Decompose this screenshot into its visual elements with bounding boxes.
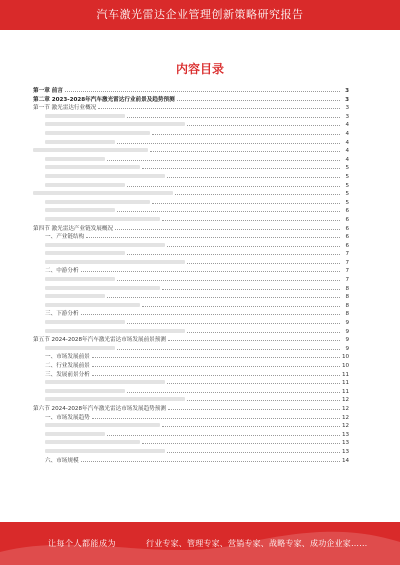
footer-roles: 行业专家、管理专家、营销专家、战略专家、成功企业家…… (146, 539, 368, 548)
toc-entry-text (45, 294, 105, 298)
toc-dot-leader (86, 232, 340, 238)
toc-dot-leader (98, 103, 340, 109)
toc-page-number: 13 (342, 448, 349, 455)
toc-page-number: 9 (345, 328, 349, 335)
toc-dot-leader (167, 378, 340, 384)
table-of-contents (33, 86, 349, 506)
toc-page-number: 9 (345, 320, 349, 327)
toc-item[interactable] (33, 447, 349, 456)
toc-section[interactable] (33, 335, 349, 344)
toc-item[interactable] (33, 361, 349, 370)
toc-dot-leader (92, 352, 340, 358)
toc-dot-leader (152, 198, 340, 204)
toc-dot-leader (167, 447, 340, 453)
footer-banner (0, 522, 400, 565)
toc-dot-leader (127, 249, 340, 255)
toc-item[interactable] (33, 318, 349, 327)
toc-page-number: 7 (345, 277, 349, 284)
toc-item[interactable] (33, 378, 349, 387)
toc-dot-leader (92, 413, 340, 419)
toc-dot-leader (187, 258, 340, 264)
toc-page-number: 5 (345, 165, 349, 172)
toc-dot-leader (65, 86, 340, 92)
toc-entry-text (45, 346, 115, 350)
toc-item[interactable] (33, 163, 349, 172)
toc-page-number: 5 (345, 199, 349, 206)
toc-item[interactable] (33, 430, 349, 439)
toc-entry-text (45, 157, 105, 161)
toc-page-number: 3 (345, 105, 349, 112)
toc-page-number: 3 (345, 96, 349, 103)
toc-dot-leader (127, 318, 340, 324)
toc-page-number: 8 (345, 302, 349, 309)
toc-entry-text: 三、发展前景分析 (45, 371, 90, 378)
toc-entry-text (45, 140, 115, 144)
toc-entry-text: 一、市场发展趋势 (45, 414, 90, 421)
toc-entry-text: 第六节 2024-2028年汽车激光雷达市场发展趋势预测 (33, 405, 166, 412)
toc-item[interactable] (33, 129, 349, 138)
toc-entry-text (45, 286, 160, 290)
toc-dot-leader (168, 335, 340, 341)
toc-item[interactable] (33, 421, 349, 430)
toc-dot-leader (107, 430, 340, 436)
toc-entry-text (45, 397, 185, 401)
toc-entry-text: 三、下游分析 (45, 311, 79, 318)
toc-page-number: 10 (342, 354, 349, 361)
toc-page-number: 6 (345, 242, 349, 249)
toc-page-number: 3 (345, 88, 349, 94)
toc-page-number: 7 (345, 251, 349, 258)
toc-item[interactable] (33, 438, 349, 447)
toc-entry-text (33, 148, 148, 152)
toc-entry-text: 第二章 2023-2028年汽车激光雷达行业前景及趋势预测 (33, 96, 175, 103)
toc-item[interactable] (33, 120, 349, 129)
toc-page-number: 12 (342, 414, 349, 421)
toc-item[interactable] (33, 266, 349, 275)
toc-dot-leader (117, 138, 340, 144)
toc-section[interactable] (33, 146, 349, 155)
toc-entry-text (45, 131, 150, 135)
toc-dot-leader (187, 327, 340, 333)
toc-entry-text: 二、中游分析 (45, 268, 79, 275)
toc-dot-leader (107, 155, 340, 161)
toc-dot-leader (177, 95, 340, 101)
toc-entry-text (33, 191, 173, 195)
toc-dot-leader (92, 370, 340, 376)
toc-page-number: 13 (342, 431, 349, 438)
toc-page-number: 6 (345, 208, 349, 215)
toc-section[interactable] (33, 404, 349, 413)
toc-entry-text (45, 320, 125, 324)
toc-item[interactable] (33, 456, 349, 465)
toc-page-number: 6 (345, 225, 349, 232)
toc-dot-leader (142, 438, 340, 444)
report-header-bar (0, 0, 400, 30)
toc-item[interactable] (33, 344, 349, 353)
toc-item[interactable] (33, 172, 349, 181)
toc-item[interactable] (33, 309, 349, 318)
toc-item[interactable] (33, 249, 349, 258)
toc-dot-leader (167, 172, 340, 178)
toc-entry-text (45, 423, 160, 427)
toc-page-number: 4 (345, 156, 349, 163)
toc-entry-text (45, 449, 165, 453)
toc-dot-leader (117, 275, 340, 281)
toc-item[interactable] (33, 275, 349, 284)
toc-item[interactable] (33, 301, 349, 310)
toc-dot-leader (152, 129, 340, 135)
toc-item[interactable] (33, 181, 349, 190)
toc-item[interactable] (33, 112, 349, 121)
toc-page-number: 3 (345, 113, 349, 120)
toc-page-number: 4 (345, 148, 349, 155)
toc-page-number: 7 (345, 259, 349, 266)
toc-dot-leader (92, 361, 340, 367)
toc-page-number: 6 (345, 216, 349, 223)
toc-page-number: 11 (342, 388, 349, 395)
toc-page-number: 8 (345, 311, 349, 318)
toc-item[interactable] (33, 327, 349, 336)
toc-dot-leader (175, 189, 340, 195)
toc-dot-leader (142, 163, 340, 169)
toc-page-number: 9 (345, 345, 349, 352)
toc-dot-leader (127, 387, 340, 393)
toc-entry-text: 一、产业链结构 (45, 234, 85, 241)
toc-page-number: 13 (342, 440, 349, 447)
toc-dot-leader (81, 309, 340, 315)
toc-item[interactable] (33, 215, 349, 224)
toc-section[interactable] (33, 103, 349, 112)
toc-page-number: 6 (345, 234, 349, 241)
toc-dot-leader (187, 120, 340, 126)
toc-dot-leader (115, 224, 340, 230)
toc-page-number: 12 (342, 397, 349, 404)
toc-chapter[interactable] (33, 86, 349, 95)
toc-entry-text (45, 243, 165, 247)
toc-page-number: 9 (345, 337, 349, 344)
toc-item[interactable] (33, 370, 349, 379)
toc-dot-leader (142, 301, 340, 307)
toc-entry-text: 第五节 2024-2028年汽车激光雷达市场发展前景预测 (33, 337, 166, 344)
toc-page-number: 10 (342, 363, 349, 369)
toc-page-number: 4 (345, 130, 349, 137)
toc-entry-text (45, 260, 185, 264)
toc-entry-text (45, 440, 140, 444)
toc-entry-text (45, 208, 115, 212)
toc-item[interactable] (33, 138, 349, 147)
toc-entry-text: 第一章 前言 (33, 88, 63, 94)
toc-page-number: 4 (345, 139, 349, 146)
toc-dot-leader (127, 112, 340, 118)
toc-page-number: 5 (345, 182, 349, 189)
toc-dot-leader (187, 395, 340, 401)
toc-entry-text (45, 174, 165, 178)
toc-dot-leader (162, 215, 340, 221)
toc-entry-text (45, 389, 125, 393)
toc-entry-text: 第一节 激光雷达行业概况 (33, 105, 97, 112)
toc-entry-text: 二、行业发展前景 (45, 363, 90, 369)
toc-item[interactable] (33, 284, 349, 293)
toc-dot-leader (117, 206, 340, 212)
toc-item[interactable] (33, 395, 349, 404)
toc-entry-text (45, 183, 125, 187)
toc-page-number: 11 (342, 371, 349, 378)
toc-item[interactable] (33, 413, 349, 422)
toc-item[interactable] (33, 198, 349, 207)
report-title: 汽车激光雷达企业管理创新策略研究报告 (96, 8, 304, 21)
toc-entry-text (45, 251, 125, 255)
toc-entry-text (45, 432, 105, 436)
toc-page-number: 11 (342, 380, 349, 387)
toc-dot-leader (167, 241, 340, 247)
toc-chapter[interactable] (33, 95, 349, 104)
toc-page-number: 8 (345, 294, 349, 301)
toc-entry-text (45, 380, 165, 384)
toc-page-number: 12 (342, 405, 349, 412)
toc-entry-text (45, 122, 185, 126)
toc-entry-text: 一、市场发展前景 (45, 354, 90, 361)
toc-page-number: 12 (342, 423, 349, 430)
toc-heading: 内容目录 (175, 62, 224, 76)
toc-entry-text (45, 217, 160, 221)
toc-dot-leader (162, 284, 340, 290)
toc-item[interactable] (33, 352, 349, 361)
toc-entry-text: 六、市场规模 (45, 457, 79, 464)
toc-page-number: 4 (345, 122, 349, 129)
toc-section[interactable] (33, 224, 349, 233)
toc-dot-leader (127, 181, 340, 187)
toc-page-number: 5 (345, 191, 349, 198)
toc-item[interactable] (33, 387, 349, 396)
toc-dot-leader (168, 404, 340, 410)
toc-section[interactable] (33, 189, 349, 198)
toc-entry-text (45, 200, 150, 204)
toc-item[interactable] (33, 232, 349, 241)
toc-page-number: 14 (342, 457, 349, 464)
toc-page-number: 8 (345, 285, 349, 292)
toc-entry-text (45, 329, 185, 333)
toc-item[interactable] (33, 155, 349, 164)
toc-entry-text (45, 303, 140, 307)
toc-item[interactable] (33, 258, 349, 267)
toc-dot-leader (81, 266, 340, 272)
toc-page-number: 7 (345, 268, 349, 275)
toc-item[interactable] (33, 292, 349, 301)
toc-item[interactable] (33, 206, 349, 215)
footer-slogan: 让每个人都能成为 (48, 539, 116, 548)
toc-entry-text: 第四节 激光雷达产业链发展概况 (33, 225, 114, 232)
toc-dot-leader (107, 292, 340, 298)
toc-dot-leader (162, 421, 340, 427)
toc-dot-leader (150, 146, 340, 152)
toc-entry-text (45, 165, 140, 169)
toc-item[interactable] (33, 241, 349, 250)
toc-dot-leader (117, 344, 340, 350)
toc-dot-leader (81, 456, 340, 462)
toc-entry-text (45, 277, 115, 281)
toc-page-number: 5 (345, 173, 349, 180)
toc-entry-text (45, 114, 125, 118)
